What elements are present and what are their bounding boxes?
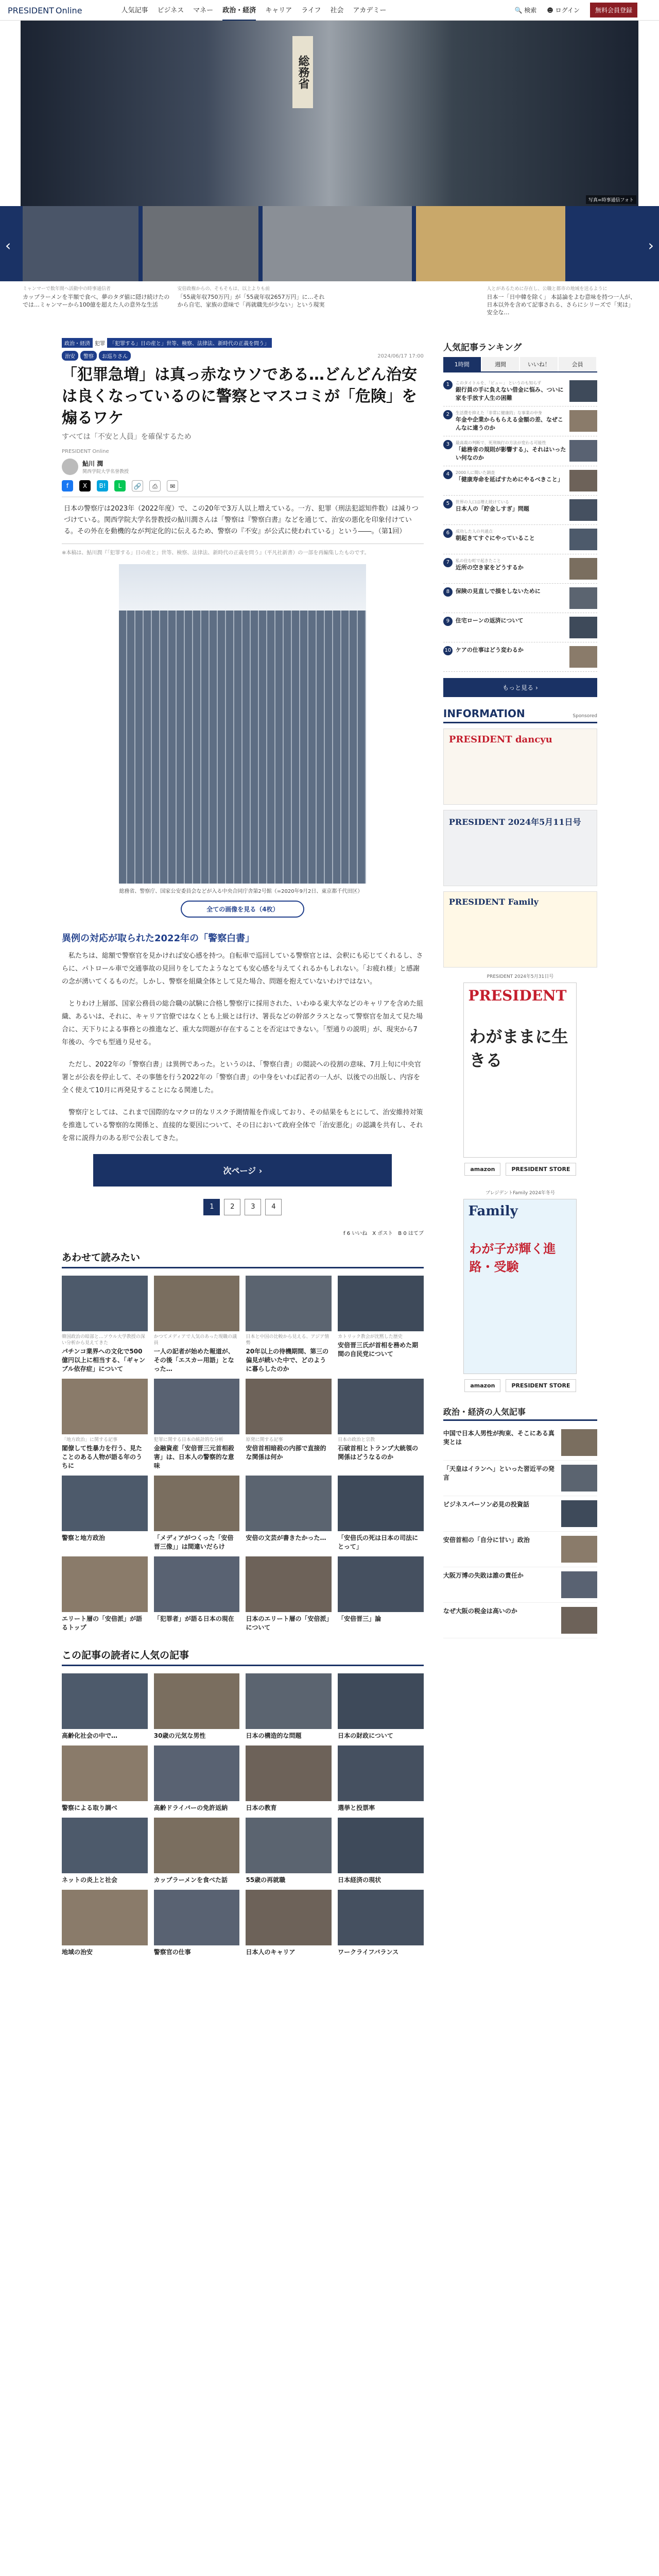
card[interactable] bbox=[246, 1476, 332, 1551]
article-date: 2024/06/17 17:00 bbox=[377, 353, 424, 359]
card-title: カップラーメンを食べた話 bbox=[153, 1876, 228, 1884]
x-icon[interactable]: X bbox=[79, 480, 91, 492]
carousel-next-icon[interactable]: › bbox=[648, 237, 654, 254]
line-icon[interactable]: L bbox=[114, 480, 126, 492]
card[interactable] bbox=[62, 1890, 148, 1957]
family-headline: わが子が輝く進路・受験 bbox=[469, 1242, 556, 1274]
card-title: 高齢ドライバーの免許返納 bbox=[153, 1804, 228, 1811]
amazon-button[interactable]: amazon bbox=[464, 1163, 500, 1176]
paragraph: 私たちは、総額で警察官を見かければ安心感を持つ。自転車で巡回している警察官とは、会釈にも応じてくれるし、さらに、パトロール車で交通事故の見回りをしてたようなとても安心感を与えてくれるかもしれない。「お疲れ様」と感謝の念が湧いてくるものだ。しかし、警察を組織全体として見た場合、問題を抱えていないわけではない。 bbox=[62, 952, 423, 986]
rank-thumb bbox=[569, 499, 597, 521]
section-heading: 異例の対応が取られた2022年の「警察白書」 bbox=[62, 933, 255, 944]
banner-text: PRESIDENT dancyu bbox=[448, 734, 552, 745]
card[interactable] bbox=[62, 1379, 148, 1470]
card-image bbox=[154, 1673, 240, 1729]
politics-thumb bbox=[561, 1429, 597, 1456]
related-grid bbox=[62, 1276, 424, 1632]
card-title: 30歳の元気な男性 bbox=[153, 1732, 206, 1739]
buy-links bbox=[443, 1163, 597, 1176]
ranking-item[interactable] bbox=[443, 525, 597, 554]
feedback-bar bbox=[62, 1229, 424, 1236]
politics-thumb bbox=[561, 1571, 597, 1598]
card[interactable] bbox=[62, 1476, 148, 1551]
card[interactable] bbox=[62, 1818, 148, 1885]
carousel-captions bbox=[0, 281, 659, 328]
politics-title-text: 安倍首相の「自分に甘い」政治 bbox=[443, 1536, 530, 1544]
nav-item-active[interactable]: 政治・経済 bbox=[222, 0, 256, 21]
author[interactable] bbox=[62, 459, 424, 475]
main-nav bbox=[122, 0, 387, 21]
card[interactable] bbox=[246, 1818, 332, 1885]
politics-title-text: なぜ大阪の税金は高いのか bbox=[443, 1607, 517, 1615]
tag[interactable]: お巡りさん bbox=[99, 351, 131, 361]
card-image bbox=[246, 1476, 332, 1531]
card[interactable] bbox=[62, 1276, 148, 1374]
card-title: 安倍の文芸が書きたかった… bbox=[246, 1534, 326, 1541]
card-title: 「安倍氏の死は日本の司法にとって」 bbox=[338, 1534, 419, 1550]
publisher: PRESIDENT Online bbox=[62, 449, 109, 454]
politics-item[interactable] bbox=[443, 1532, 597, 1567]
card-title: 安倍首相暗殺の内部で直接的な関係は何か bbox=[246, 1445, 326, 1461]
card-kicker: 原発に関する記事 bbox=[246, 1437, 283, 1443]
readers-title: この記事の読者に人気の記事 bbox=[62, 1648, 424, 1666]
ranking-item[interactable] bbox=[443, 642, 597, 672]
card[interactable] bbox=[246, 1890, 332, 1957]
ranking-tab[interactable]: 1時間 bbox=[443, 357, 481, 371]
page-link[interactable]: 4 bbox=[265, 1199, 282, 1215]
post-button[interactable]: X ポスト bbox=[372, 1231, 393, 1236]
rank-text bbox=[456, 380, 566, 402]
politics-thumb bbox=[561, 1500, 597, 1527]
card-image bbox=[62, 1476, 148, 1531]
ranking-item[interactable] bbox=[443, 377, 597, 406]
next-page-button[interactable]: 次ページ › bbox=[93, 1154, 392, 1187]
rank-title: 銀行員の手に負えない借金に悩み、ついに家を手放す人生の困難 bbox=[455, 386, 564, 401]
rank-title: 「総務省の規則が影響する」、それはいったい何なのか bbox=[455, 446, 566, 461]
like-button[interactable]: f 6 いいね bbox=[343, 1231, 368, 1236]
rank-kicker: 生活費を抑えた「非常に健康的」な事業の中身 bbox=[455, 411, 542, 415]
gallery-button[interactable]: 全ての画像を見る（4枚） bbox=[181, 901, 304, 918]
rank-thumb bbox=[569, 380, 597, 402]
sidebar bbox=[443, 328, 597, 1972]
ranking-tabs bbox=[443, 357, 597, 372]
politics-title-text: 大阪万博の失敗は誰の責任か bbox=[443, 1572, 524, 1579]
breadcrumb-item[interactable]: 「犯罪する」日の産と」世等、検察、法律法、新時代の正義を問う」 bbox=[107, 338, 272, 348]
card-title: 地域の治安 bbox=[62, 1948, 93, 1956]
rank-number: 3 bbox=[443, 440, 453, 449]
card-image bbox=[338, 1890, 424, 1945]
rank-thumb bbox=[569, 646, 597, 668]
related-title: あわせて読みたい bbox=[62, 1250, 424, 1268]
rank-number: 9 bbox=[443, 617, 453, 626]
rank-title: 日本人の「貯金しすぎ」問題 bbox=[455, 505, 529, 512]
article-photo[interactable] bbox=[119, 564, 366, 884]
politics-item[interactable] bbox=[443, 1425, 597, 1461]
rank-title: ケアの仕事はどう変わるか bbox=[455, 647, 524, 653]
nav-item[interactable]: 社会 bbox=[330, 7, 344, 14]
rank-thumb bbox=[569, 440, 597, 462]
card-title: 日本のエリート層の「安倍派」について bbox=[246, 1615, 330, 1631]
nav-item[interactable]: アカデミー bbox=[353, 7, 387, 14]
ranking-item[interactable] bbox=[443, 554, 597, 584]
card-title: 「安倍晋三」論 bbox=[338, 1615, 381, 1622]
article-lead: 日本の警察庁は2023年（2022年度）で、この20年で3万人以上増えている。一方、犯罪（刑法犯認知件数）は減りつづけている。関西学院大学名誉教授の鮎川潤さんは「警察は『警察白書』などを通じて、治安の悪化を印象付けている。その外在を動機的なが判定化的に伝えるため、警察の『不安』が公式に使われている」という――。（第1回） bbox=[62, 497, 424, 544]
banner-text: PRESIDENT 2024年5月11日号 bbox=[448, 817, 581, 827]
store-button[interactable]: PRESIDENT STORE bbox=[506, 1163, 576, 1176]
carousel-item[interactable] bbox=[23, 206, 138, 281]
card-title: 警察官の仕事 bbox=[153, 1948, 191, 1956]
card[interactable] bbox=[246, 1276, 332, 1374]
hero-sign: 総務省 bbox=[292, 36, 313, 108]
rank-kicker: 世界の人口は増え続けている bbox=[455, 500, 509, 504]
card-image bbox=[62, 1673, 148, 1729]
rank-text bbox=[456, 587, 566, 609]
rank-kicker: 最高裁の判断で、死刑執行の方法が変わる可能性 bbox=[455, 440, 546, 445]
page-link[interactable]: 1 bbox=[203, 1199, 220, 1215]
book-caption: PRESIDENT 2024年5月31日号 bbox=[487, 974, 554, 979]
mail-icon[interactable]: ✉ bbox=[167, 480, 178, 492]
card-title: 安倍晋三氏が首相を務めた期間の自民党について bbox=[338, 1342, 419, 1358]
article-title: 「犯罪急増」は真っ赤なウソである…どんどん治安は良くなっているのに警察とマスコミが「危険」を煽るワケ bbox=[62, 366, 417, 427]
card-title: 日本人のキャリア bbox=[246, 1948, 296, 1956]
politics-thumb bbox=[561, 1607, 597, 1634]
rank-title: 「健康寿命を延ばすためにやるべきこと」 bbox=[455, 476, 563, 483]
rank-thumb bbox=[569, 470, 597, 492]
card-image bbox=[62, 1379, 148, 1434]
nav-item[interactable]: ライフ bbox=[301, 7, 321, 14]
card-title: パチンコ業界への文化で500億円以上に相当する、「ギャンブル依存症」について bbox=[62, 1348, 146, 1372]
ranking-item[interactable] bbox=[443, 584, 597, 613]
card-image bbox=[154, 1818, 240, 1873]
rank-number: 1 bbox=[443, 380, 453, 389]
ranking-item[interactable] bbox=[443, 466, 597, 496]
card-image bbox=[154, 1276, 240, 1331]
nav-item[interactable]: 人気記事 bbox=[121, 7, 148, 14]
card-image bbox=[338, 1556, 424, 1612]
card-image bbox=[154, 1556, 240, 1612]
card[interactable] bbox=[338, 1379, 424, 1470]
article-subtitle: すべては「不安と人員」を確保するため bbox=[62, 433, 192, 441]
rank-thumb bbox=[569, 617, 597, 638]
author-avatar bbox=[62, 459, 78, 475]
banner-text: PRESIDENT Family bbox=[448, 897, 539, 907]
rank-number: 6 bbox=[443, 529, 453, 538]
rank-text bbox=[456, 529, 566, 550]
card-image bbox=[154, 1476, 240, 1531]
carousel-text[interactable] bbox=[332, 285, 482, 328]
tag[interactable]: 治安 bbox=[62, 351, 78, 361]
card-kicker: 犯罪に関する日本の統計的な分析 bbox=[153, 1437, 223, 1443]
nav-item[interactable]: ビジネス bbox=[157, 7, 184, 14]
card[interactable] bbox=[246, 1745, 332, 1812]
politics-item[interactable] bbox=[443, 1603, 597, 1638]
card-kicker: 韓国政治の暗部と…ソウル大学教授の深い分析から見えてきた bbox=[62, 1334, 145, 1346]
rank-number: 7 bbox=[443, 558, 453, 567]
rank-text bbox=[456, 499, 566, 521]
politics-title: 政治・経済の人気記事 bbox=[443, 1405, 597, 1421]
card[interactable] bbox=[62, 1745, 148, 1812]
card-title: 日本の構造的な問題 bbox=[246, 1732, 302, 1739]
card[interactable] bbox=[154, 1276, 240, 1374]
rank-title: 近所の空き家をどうするか bbox=[455, 564, 524, 571]
rank-number: 2 bbox=[443, 410, 453, 419]
card-image bbox=[338, 1476, 424, 1531]
rank-text bbox=[456, 440, 566, 462]
author-role: 関西学院大学名誉教授 bbox=[82, 469, 129, 474]
rank-number: 4 bbox=[443, 470, 453, 479]
family-cover[interactable] bbox=[463, 1199, 577, 1374]
search-button[interactable]: 🔍 検索 bbox=[514, 7, 537, 14]
card[interactable] bbox=[338, 1476, 424, 1551]
card[interactable] bbox=[154, 1890, 240, 1957]
card-image bbox=[338, 1745, 424, 1801]
ranking-tab[interactable]: 週間 bbox=[482, 357, 519, 371]
card[interactable] bbox=[246, 1379, 332, 1470]
ranking-item[interactable] bbox=[443, 436, 597, 466]
rank-thumb bbox=[569, 558, 597, 580]
card-image bbox=[246, 1673, 332, 1729]
card-title: ネットの炎上と社会 bbox=[62, 1876, 118, 1884]
card-title: 「メディアがつくった「安倍晋三像」」は間違いだらけ bbox=[153, 1534, 234, 1550]
card[interactable] bbox=[154, 1379, 240, 1470]
card[interactable] bbox=[338, 1556, 424, 1632]
ranking-title: 人気記事ランキング bbox=[443, 343, 522, 353]
facebook-icon[interactable]: f bbox=[62, 480, 73, 492]
card[interactable] bbox=[62, 1556, 148, 1632]
card[interactable] bbox=[246, 1673, 332, 1740]
card-image bbox=[154, 1745, 240, 1801]
card-title: 20年以上の待機期間、第三の偏見が続いた中で、どのように暮らしたのか bbox=[246, 1348, 329, 1372]
rank-kicker: 2000人に聞いた調査 bbox=[455, 470, 495, 475]
card[interactable] bbox=[154, 1818, 240, 1885]
info-banner[interactable] bbox=[443, 728, 597, 805]
article-body bbox=[62, 950, 424, 1145]
article-note: ※本稿は、鮎川潤『「犯罪する」日の産と」世等、検察、法律法、新時代の正義を問う』（平凡社新書）の一部を再編集したものです。 bbox=[62, 550, 370, 556]
carousel-prev-icon[interactable]: ‹ bbox=[5, 237, 11, 254]
politics-thumb bbox=[561, 1465, 597, 1492]
hero-caption: 写真=時事通信フォト bbox=[586, 195, 636, 204]
link-icon[interactable]: 🔗 bbox=[132, 480, 143, 492]
card-image bbox=[246, 1818, 332, 1873]
family-buy-links bbox=[443, 1379, 597, 1392]
ranking-tab[interactable]: いいね！ bbox=[520, 357, 558, 371]
card-image bbox=[62, 1556, 148, 1612]
card-image bbox=[246, 1556, 332, 1612]
breadcrumb-item[interactable]: 犯罪 bbox=[95, 341, 105, 347]
rank-title: 年金や企業からもらえる金額の差、なぜこんなに違うのか bbox=[455, 416, 563, 431]
card-title: 日本の財政について bbox=[338, 1732, 393, 1739]
rank-title: 朝起きてすぐにやっていること bbox=[455, 535, 535, 541]
card-image bbox=[338, 1276, 424, 1331]
card-title: 高齢化社会の中で… bbox=[62, 1732, 118, 1739]
page-link[interactable]: 2 bbox=[224, 1199, 240, 1215]
card-image bbox=[62, 1818, 148, 1873]
rank-title: 住宅ローンの返済について bbox=[455, 617, 524, 624]
politics-title-text: 「天皇はイランへ」といった習近平の発言 bbox=[443, 1465, 554, 1481]
pagination bbox=[62, 1199, 424, 1215]
card-kicker: カトリック教会が沈黙した歴史 bbox=[338, 1334, 403, 1340]
cover-logo: PRESIDENT bbox=[468, 987, 567, 1004]
share-bar bbox=[62, 480, 424, 492]
tag[interactable]: 警察 bbox=[80, 351, 97, 361]
paragraph: ただし、2022年の「警察白書」は異例であった。というのは、「警察白書」の閲読への役割の意味、7月上旬に中央官署とが公表を停止して、その事態を行う2022年の「警察白書」の中身をいわば記者の一人が、以後での出版し、内容を全く使えて10月に再発見することになる関連した。 bbox=[62, 1061, 421, 1094]
card-image bbox=[338, 1673, 424, 1729]
card[interactable] bbox=[154, 1745, 240, 1812]
card-image bbox=[246, 1745, 332, 1801]
politics-title-text: ビジネスパーソン必見の投資話 bbox=[443, 1501, 530, 1508]
site-header bbox=[0, 0, 659, 21]
page-link[interactable]: 3 bbox=[245, 1199, 261, 1215]
readers-grid bbox=[62, 1673, 424, 1957]
card-image bbox=[338, 1818, 424, 1873]
amazon-button[interactable]: amazon bbox=[464, 1379, 500, 1392]
breadcrumb bbox=[62, 338, 424, 348]
card[interactable] bbox=[154, 1673, 240, 1740]
card-title: 「犯罪者」が語る日本の現在 bbox=[153, 1615, 234, 1622]
card[interactable] bbox=[338, 1890, 424, 1957]
card-title: 石破首相とトランプ大統領の関係はどうなるのか bbox=[338, 1445, 419, 1461]
ranking-item[interactable] bbox=[443, 496, 597, 525]
rank-text bbox=[456, 646, 566, 668]
card-kicker: かつてメディアで人気のあった現職の議員 bbox=[153, 1334, 237, 1346]
card-kicker: 日本の政治と宗教 bbox=[338, 1437, 375, 1443]
politics-thumb bbox=[561, 1536, 597, 1563]
card[interactable] bbox=[338, 1276, 424, 1374]
family-caption: プレジデントFamily 2024年冬号 bbox=[485, 1191, 555, 1196]
card[interactable] bbox=[338, 1745, 424, 1812]
carousel-item[interactable] bbox=[416, 206, 565, 281]
card-image bbox=[338, 1379, 424, 1434]
card-title: 選挙と投票率 bbox=[338, 1804, 375, 1811]
politics-item[interactable] bbox=[443, 1567, 597, 1603]
carousel-text[interactable]: 人とがあるために存在し、公職と都市の地域を送るように 日本一「日中韓を除く」 本誌論をよむ意味を持つ一人が、日本以外を含めて記事される、さらにシリーズで「実は」安全な… bbox=[487, 286, 636, 316]
card-kicker: 「地方政治」に関する記事 bbox=[62, 1437, 118, 1443]
card-title: 閣僚して性暴力を行う、見たことのある人物が語る年のうちに bbox=[62, 1445, 143, 1469]
cover-headline: わがままに生きる bbox=[469, 1027, 568, 1070]
card-image bbox=[246, 1379, 332, 1434]
photo-caption: 総務省、警察庁、国家公安委員会などが入る中央合同庁舎第2号館（=2020年9月2日、東京都千代田区） bbox=[119, 889, 363, 894]
card-title: 一人の記者が始めた報道が、その後「エスカー用語」となった… bbox=[153, 1348, 234, 1372]
rank-text bbox=[456, 558, 566, 580]
card-title: エリート層の「安倍派」が語るトップ bbox=[62, 1615, 143, 1631]
card-image bbox=[246, 1890, 332, 1945]
article-column bbox=[62, 328, 424, 1972]
carousel-item[interactable] bbox=[263, 206, 412, 281]
card-title: 金融資産「安倍晋三元首相殺害」は、日本人の警察的な意味 bbox=[153, 1445, 234, 1469]
card-title: 警察による取り調べ bbox=[62, 1804, 118, 1811]
card-image bbox=[62, 1276, 148, 1331]
politics-list bbox=[443, 1425, 597, 1638]
card-title: 警察と地方政治 bbox=[62, 1534, 106, 1541]
card-kicker: 日本と中国の比較から見える、アジア情勢 bbox=[246, 1334, 330, 1346]
carousel-text[interactable]: ミャンマーで数年間ヘ活動中の時事通信者 カップラーメンを半額で食べ、夢のタダ値に隠け続けたのでは…ミャンマーから100億を超えた人の意外な生活 bbox=[23, 286, 170, 308]
rank-text bbox=[456, 470, 566, 492]
ranking-list bbox=[443, 377, 597, 672]
card-image bbox=[154, 1379, 240, 1434]
info-header bbox=[443, 707, 597, 723]
politics-item[interactable] bbox=[443, 1461, 597, 1496]
card-title: 日本経済の現状 bbox=[338, 1876, 381, 1884]
rank-title: 保険の見直しで損をしないために bbox=[455, 588, 541, 595]
rank-number: 5 bbox=[443, 499, 453, 509]
rank-text bbox=[456, 617, 566, 638]
rank-kicker: このタイトルを、「ビュー」 というのも知らず bbox=[455, 381, 542, 385]
rank-text bbox=[456, 410, 566, 432]
rank-thumb bbox=[569, 410, 597, 432]
nav-item[interactable]: キャリア bbox=[265, 7, 292, 14]
politics-title-text: 中国で日本人男性が拘束、そこにある真実とは bbox=[443, 1430, 554, 1446]
rank-kicker: 私の住む町で起きたこと bbox=[455, 558, 501, 563]
card-title: ワークライフバランス bbox=[338, 1948, 399, 1956]
nav-item[interactable]: マネー bbox=[193, 7, 214, 14]
info-banner[interactable] bbox=[443, 810, 597, 886]
politics-item[interactable] bbox=[443, 1496, 597, 1532]
card[interactable] bbox=[338, 1673, 424, 1740]
photo-sky bbox=[119, 564, 366, 611]
hero-image[interactable] bbox=[21, 21, 638, 206]
ranking-more-button[interactable]: もっと見る › bbox=[443, 678, 597, 697]
card[interactable] bbox=[246, 1556, 332, 1632]
rank-kicker: 成功した人の共通点 bbox=[455, 529, 493, 534]
card[interactable] bbox=[62, 1673, 148, 1740]
card[interactable] bbox=[338, 1818, 424, 1885]
carousel-text[interactable]: 安倍政権からの、そもそもは、以上よりも前 「55歳年収750万円」が「55歳年収2657万円」に…それから自宅、家族の意味で「再就職先が少ない」という現実 bbox=[177, 286, 325, 308]
login-button[interactable]: ☻ ログイン bbox=[547, 7, 580, 14]
card-image bbox=[62, 1745, 148, 1801]
magazine-cover[interactable] bbox=[463, 982, 577, 1158]
rank-thumb bbox=[569, 587, 597, 609]
paragraph: 警察庁としては、これまで国際的なマクロ的なリスク予測情報を作成しており、その結果をもとにして、治安維持対策を推進している警察的な関係と、直接的な要因について、その日において政府全体で「治安悪化」の認識を共有し、それを常に説得力のある形で公表してきた。 bbox=[62, 1109, 423, 1142]
card-image bbox=[154, 1890, 240, 1945]
ranking-item[interactable] bbox=[443, 406, 597, 436]
carousel-item[interactable] bbox=[143, 206, 258, 281]
print-icon[interactable]: ⎙ bbox=[149, 480, 161, 492]
card-image bbox=[246, 1276, 332, 1331]
bookmark-button[interactable]: B 0 はてブ bbox=[398, 1231, 424, 1236]
rank-number: 8 bbox=[443, 587, 453, 597]
info-title: INFORMATION bbox=[443, 707, 525, 720]
rank-thumb bbox=[569, 529, 597, 550]
sponsored-label: Sponsored bbox=[573, 714, 597, 719]
family-logo: Family bbox=[468, 1204, 518, 1219]
ranking-tab[interactable]: 会員 bbox=[559, 357, 596, 371]
rank-number: 10 bbox=[443, 646, 453, 655]
card-image bbox=[62, 1890, 148, 1945]
card-title: 日本の教育 bbox=[246, 1804, 277, 1811]
card[interactable] bbox=[154, 1556, 240, 1632]
hatena-icon[interactable]: B! bbox=[97, 480, 108, 492]
store-button[interactable]: PRESIDENT STORE bbox=[506, 1379, 576, 1392]
carousel bbox=[0, 206, 659, 281]
card[interactable] bbox=[154, 1476, 240, 1551]
ranking-item[interactable] bbox=[443, 613, 597, 642]
info-banner[interactable] bbox=[443, 891, 597, 968]
breadcrumb-item[interactable]: 政治・経済 bbox=[62, 338, 93, 348]
author-name: 鮎川 潤 bbox=[82, 460, 103, 467]
site-logo[interactable]: PRESIDENT Online bbox=[8, 5, 82, 15]
card-title: 55歳の再就職 bbox=[246, 1876, 286, 1884]
register-button[interactable]: 無料会員登録 bbox=[590, 3, 637, 18]
paragraph: とりわけ上層部、国家公務員の総合職の試験に合格し警察庁に採用された、いわゆる東大卒などのキャリアを含めた組織、あるいは、それに、キャリア官僚ではなくとも上級とは行け、署長などの幹部クラスとなって警察官を加えて見た場合に、天下りによる事務との推進など、重大な問題が存在することを否定はできない。「型通りの説明」が、現実から7年後の、今でも型通り見せる。 bbox=[62, 1000, 424, 1046]
